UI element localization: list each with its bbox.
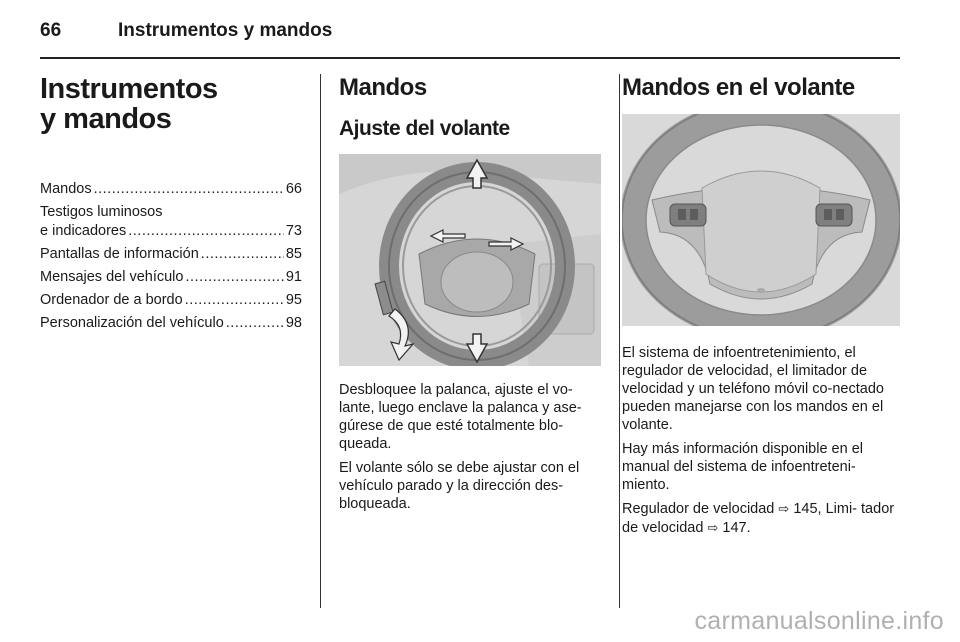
toc-entry-personalizacion[interactable] [40, 314, 302, 333]
steering-controls-column [622, 74, 902, 544]
page-reference-arrow-icon: ⇨ [707, 521, 719, 536]
reference-text: Regulador de velocidad [622, 501, 775, 517]
toc-label: Mensajes del vehículo [40, 269, 184, 285]
steering-adjust-illustration [339, 154, 601, 366]
paragraph: El volante sólo se debe ajustar con el vehículo parado y la dirección des-bloqueada. [339, 460, 580, 512]
toc-leader [94, 180, 284, 199]
toc-label: Pantallas de información [40, 246, 199, 262]
toc-entry-pantallas[interactable] [40, 245, 302, 264]
paragraph: El sistema de infoentretenimiento, el regulador de velocidad, el limitador de velocidad y un teléfono móvil co-nectado pueden manejarse con los mandos en el volante. [622, 345, 884, 433]
chapter-heading-line2: y mandos [40, 103, 172, 135]
toc-entry-ordenador[interactable] [40, 291, 302, 310]
toc-leader [226, 314, 284, 333]
toc-page: 66 [285, 181, 302, 197]
chapter-heading [40, 74, 302, 134]
steering-adjust-column [339, 74, 601, 519]
toc-leader [185, 268, 283, 287]
steering-wheel-controls-illustration [622, 114, 900, 326]
toc-page: 91 [285, 269, 302, 285]
toc-label: Ordenador de a bordo [40, 292, 183, 308]
subsection-title: Ajuste del volante [339, 117, 510, 140]
watermark: carmanualsonline.info [694, 607, 944, 635]
toc-entry-mandos[interactable] [40, 180, 302, 199]
section-title: Mandos en el volante [622, 74, 855, 101]
column-divider-right [619, 74, 620, 608]
steering-controls-text [622, 344, 902, 538]
toc-page: 95 [285, 292, 302, 308]
toc-label: Personalización del vehículo [40, 315, 224, 331]
header-rule [40, 57, 900, 59]
toc-entry-testigos[interactable] [40, 203, 302, 241]
toc-label-line1: Testigos luminosos [40, 204, 163, 220]
toc-entry-mensajes[interactable] [40, 268, 302, 287]
chapter-heading-line1: Instrumentos [40, 73, 218, 105]
section-title: Mandos [339, 74, 427, 101]
toc-label: e indicadores [40, 223, 127, 239]
chapter-title: Instrumentos y mandos [118, 20, 333, 41]
reference-link-speed-limiter[interactable]: 147. [722, 520, 751, 536]
page-header [40, 18, 900, 58]
chapter-contents-column [40, 74, 302, 337]
column-divider-left [320, 74, 321, 608]
page-reference-paragraph [622, 500, 902, 538]
table-of-contents [40, 180, 302, 333]
page-number: 66 [40, 20, 62, 41]
reference-link-cruise-control[interactable]: 145, Limi- [793, 501, 857, 517]
steering-adjust-text [339, 381, 601, 513]
paragraph: Hay más información disponible en el manual del sistema de infoentreteni-miento. [622, 441, 863, 493]
toc-page: 85 [285, 246, 302, 262]
reference-text: tador de velocidad [622, 501, 895, 536]
toc-label: Mandos [40, 181, 92, 197]
toc-leader [201, 245, 284, 264]
toc-leader [185, 291, 284, 310]
paragraph: Desbloquee la palanca, ajuste el vo-lante, luego enclave la palanca y ase-gúrese de que esté totalmente blo-queada. [339, 382, 582, 452]
toc-page: 73 [285, 223, 302, 239]
toc-page: 98 [285, 315, 302, 331]
page-reference-arrow-icon: ⇨ [778, 502, 790, 517]
toc-leader [128, 222, 284, 241]
